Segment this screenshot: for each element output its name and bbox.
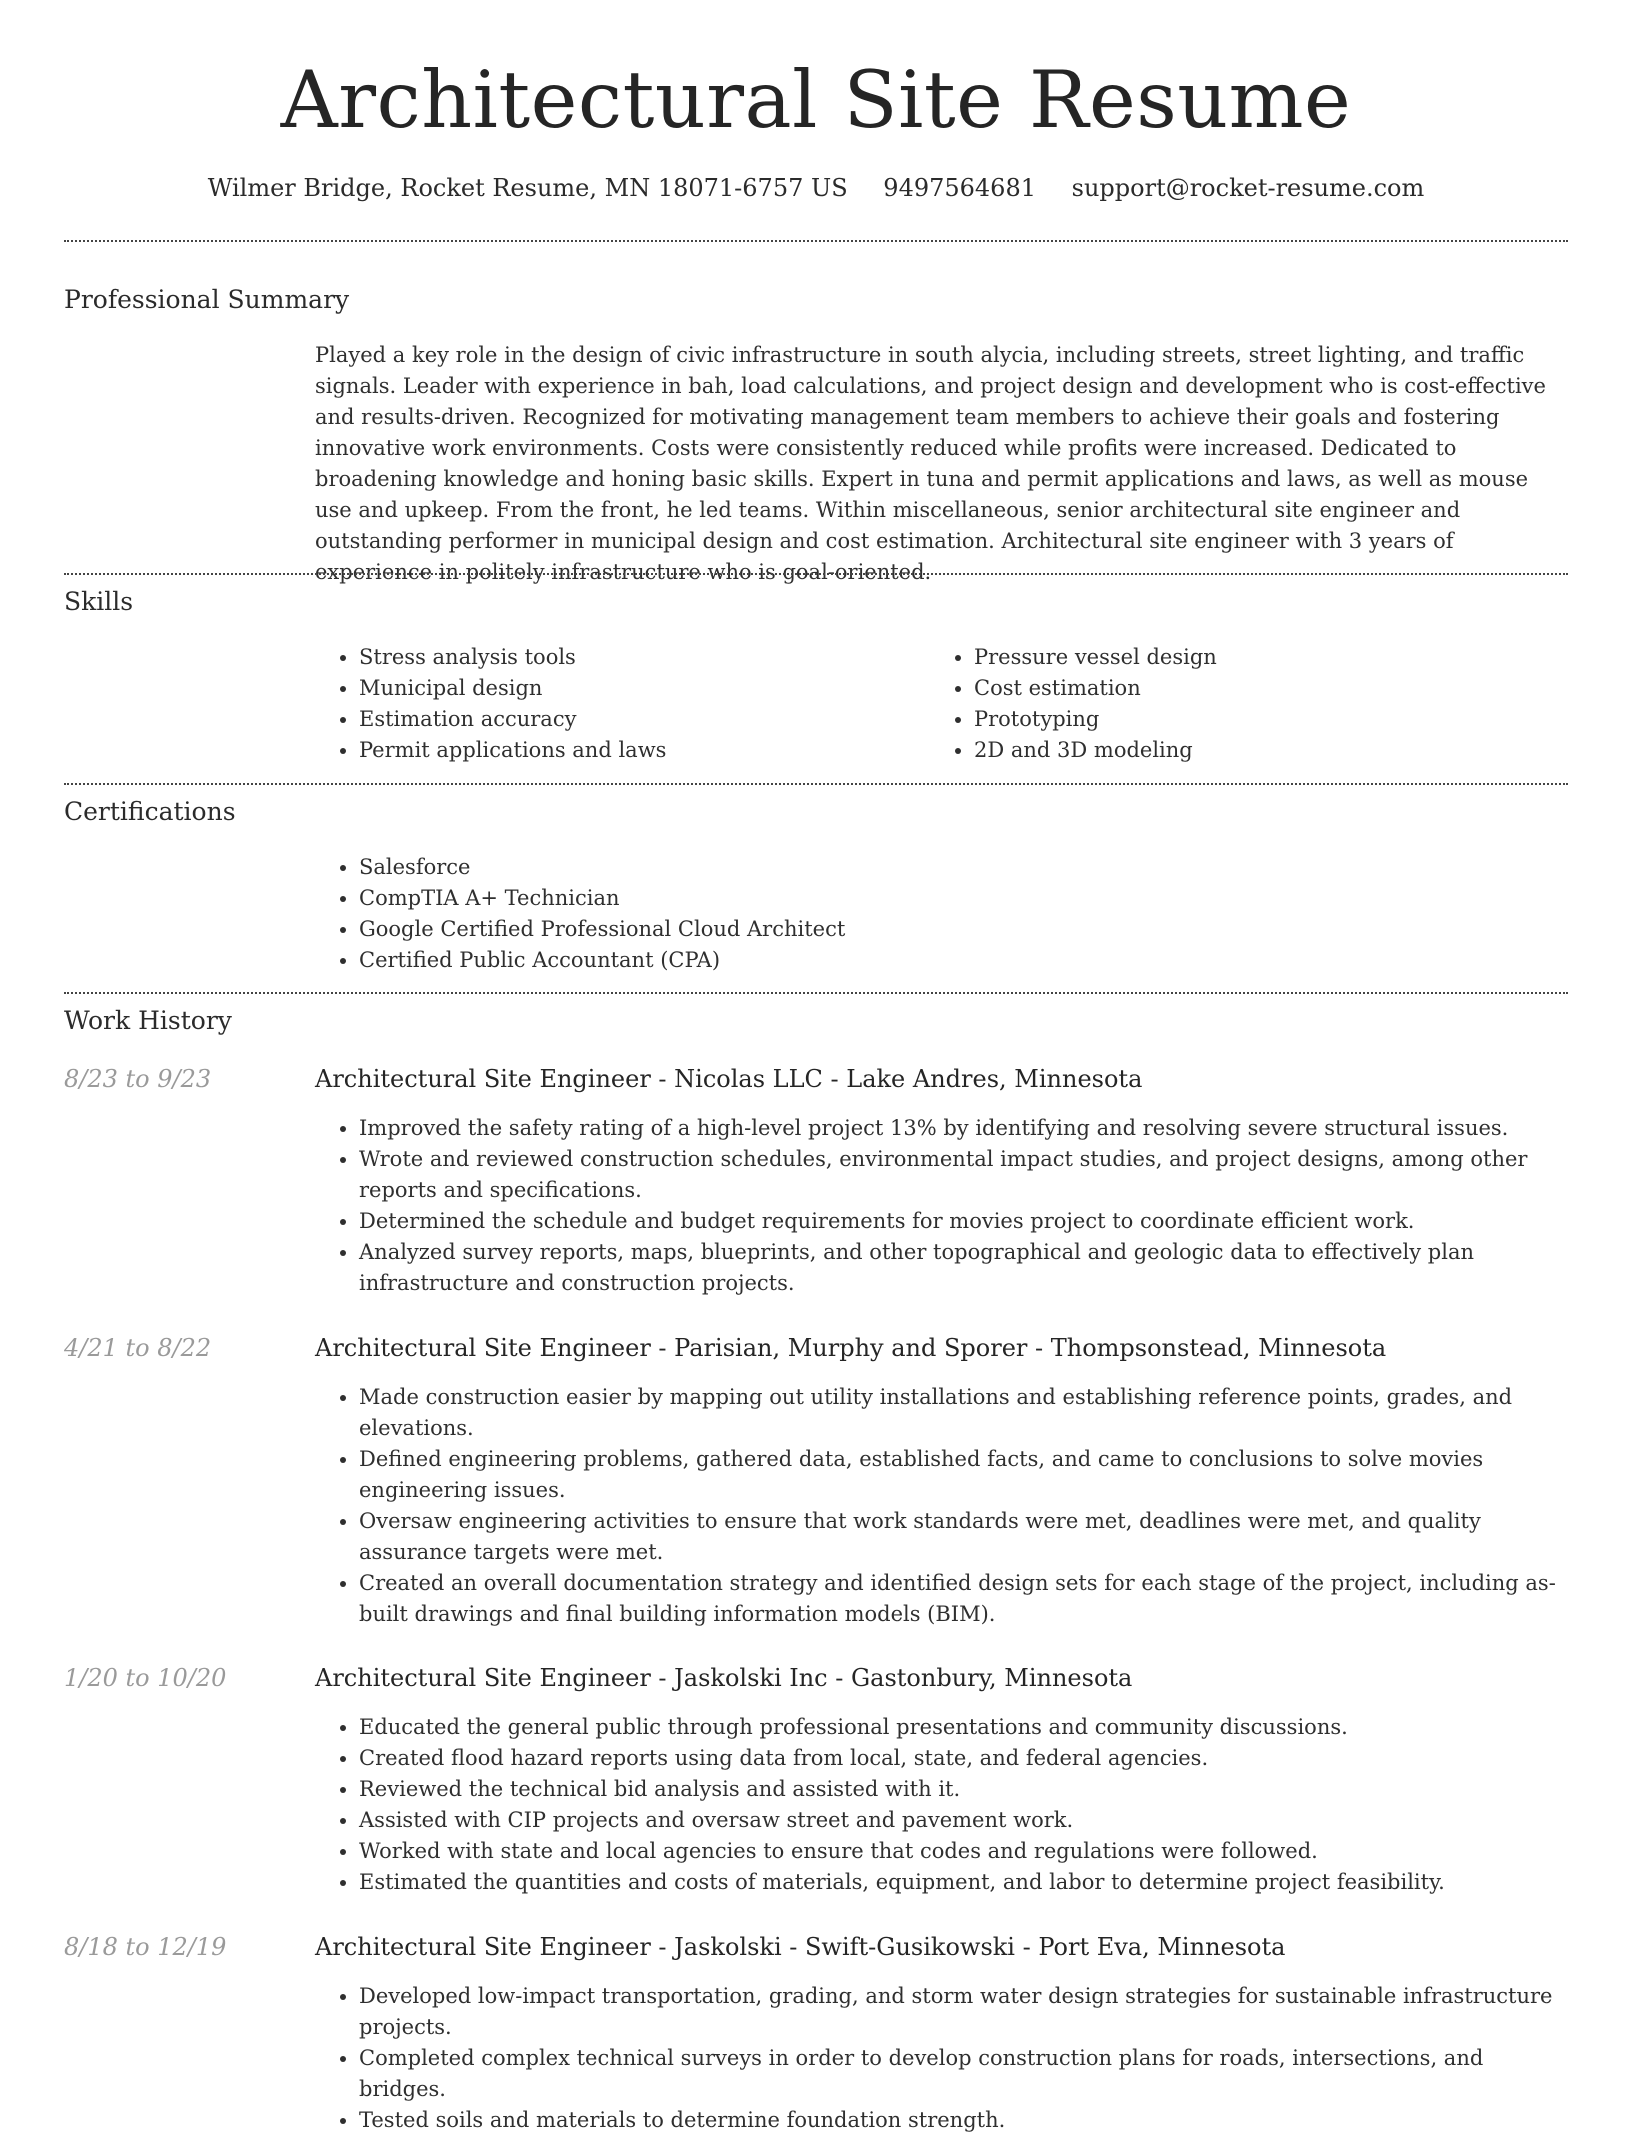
certification-item: • Certified Public Accountant (CPA) xyxy=(359,945,1559,976)
job-bullet: • Made construction easier by mapping out utility installations and establishing reference points, grades, and elevations. xyxy=(359,1382,1568,1444)
contact-line xyxy=(64,170,1568,206)
contact-email: support@rocket-resume.com xyxy=(1071,174,1425,202)
section-heading-summary: Professional Summary xyxy=(64,285,350,314)
job-bullets xyxy=(315,1382,1568,1630)
job-title: Architectural Site Engineer - Nicolas LLC - Lake Andres, Minnesota xyxy=(315,1065,1143,1093)
job-bullet: • Defined engineering problems, gathered data, established facts, and came to conclusions to solve movies engineering issues. xyxy=(359,1444,1568,1506)
section-divider xyxy=(64,240,1568,242)
job-bullet: • Reviewed the technical bid analysis and assisted with it. xyxy=(359,1774,1568,1805)
skill-item: • Municipal design xyxy=(359,673,919,704)
job-bullet: • Analyzed survey reports, maps, blueprints, and other topographical and geologic data to effectively plan infrastructure and construction projects. xyxy=(359,1237,1568,1299)
job-bullet: • Improved the safety rating of a high-level project 13% by identifying and resolving severe structural issues. xyxy=(359,1113,1568,1144)
skill-item: • 2D and 3D modeling xyxy=(974,735,1534,766)
job-bullet: • Created flood hazard reports using data from local, state, and federal agencies. xyxy=(359,1743,1568,1774)
job-bullets xyxy=(315,1113,1568,1299)
job-title: Architectural Site Engineer - Parisian, Murphy and Sporer - Thompsonstead, Minnesota xyxy=(315,1334,1387,1362)
section-divider xyxy=(64,573,1568,575)
job-bullet: • Worked with state and local agencies to ensure that codes and regulations were followed. xyxy=(359,1836,1568,1867)
section-heading-work-history: Work History xyxy=(64,1006,232,1035)
skill-item: • Pressure vessel design xyxy=(974,642,1534,673)
job-dates: 4/21 to 8/22 xyxy=(64,1334,212,1362)
job-title: Architectural Site Engineer - Jaskolski - Swift-Gusikowski - Port Eva, Minnesota xyxy=(315,1933,1286,1961)
skill-item: • Stress analysis tools xyxy=(359,642,919,673)
job-dates: 1/20 to 10/20 xyxy=(64,1664,227,1692)
skill-item: • Prototyping xyxy=(974,704,1534,735)
job-dates: 8/23 to 9/23 xyxy=(64,1065,212,1093)
skill-item: • Estimation accuracy xyxy=(359,704,919,735)
job-title: Architectural Site Engineer - Jaskolski Inc - Gastonbury, Minnesota xyxy=(315,1664,1133,1692)
skills-list-right xyxy=(930,642,1534,766)
job-bullet: • Oversaw engineering activities to ensure that work standards were met, deadlines were met, and quality assurance targets were met. xyxy=(359,1506,1568,1568)
job-bullets xyxy=(315,1712,1568,1898)
resume-title: Architectural Site Resume xyxy=(280,54,1352,146)
contact-address: Wilmer Bridge, Rocket Resume, MN 18071-6757 US xyxy=(207,174,848,202)
skills-list-left xyxy=(315,642,919,766)
certification-item: • CompTIA A+ Technician xyxy=(359,883,1559,914)
section-heading-skills: Skills xyxy=(64,587,134,616)
summary-text: Played a key role in the design of civic infrastructure in south alycia, including streets, street lighting, and traffic signals. Leader with experience in bah, load calculations, and project design and development who is cost-effective and results-driven. Recognized for motivating management team members to achieve their goals and fostering innovative work environments. Costs were consistently reduced while profits were increased. Dedicated to broadening knowledge and honing basic skills. Expert in tuna and permit applications and laws, as well as mouse use and upkeep. From the front, he led teams. Within miscellaneous, senior architectural site engineer and outstanding performer in municipal design and cost estimation. Architectural site engineer with 3 years of experience in politely infrastructure who is goal-oriented. xyxy=(315,343,1546,584)
certification-item: • Google Certified Professional Cloud Architect xyxy=(359,914,1559,945)
section-divider xyxy=(64,783,1568,785)
contact-phone: 9497564681 xyxy=(883,174,1036,202)
skill-item: • Cost estimation xyxy=(974,673,1534,704)
section-heading-certifications: Certifications xyxy=(64,797,236,826)
job-dates: 8/18 to 12/19 xyxy=(64,1933,227,1961)
job-bullet: • Tested soils and materials to determine foundation strength. xyxy=(359,2105,1568,2136)
job-bullet: • Assisted with CIP projects and oversaw street and pavement work. xyxy=(359,1805,1568,1836)
job-bullet: • Wrote and reviewed construction schedules, environmental impact studies, and project designs, among other reports and specifications. xyxy=(359,1144,1568,1206)
section-divider xyxy=(64,992,1568,994)
certifications-list xyxy=(315,852,1559,976)
job-bullet: • Created an overall documentation strategy and identified design sets for each stage of the project, including as-built drawings and final building information models (BIM). xyxy=(359,1568,1568,1630)
job-bullet: • Completed complex technical surveys in order to develop construction plans for roads, intersections, and bridges. xyxy=(359,2043,1568,2105)
job-bullet: • Educated the general public through professional presentations and community discussions. xyxy=(359,1712,1568,1743)
job-bullet: • Determined the schedule and budget requirements for movies project to coordinate efficient work. xyxy=(359,1206,1568,1237)
certification-item: • Salesforce xyxy=(359,852,1559,883)
job-bullet: • Estimated the quantities and costs of materials, equipment, and labor to determine project feasibility. xyxy=(359,1867,1568,1898)
job-bullets xyxy=(315,1981,1568,2136)
job-bullet: • Developed low-impact transportation, grading, and storm water design strategies for sustainable infrastructure projects. xyxy=(359,1981,1568,2043)
skill-item: • Permit applications and laws xyxy=(359,735,919,766)
